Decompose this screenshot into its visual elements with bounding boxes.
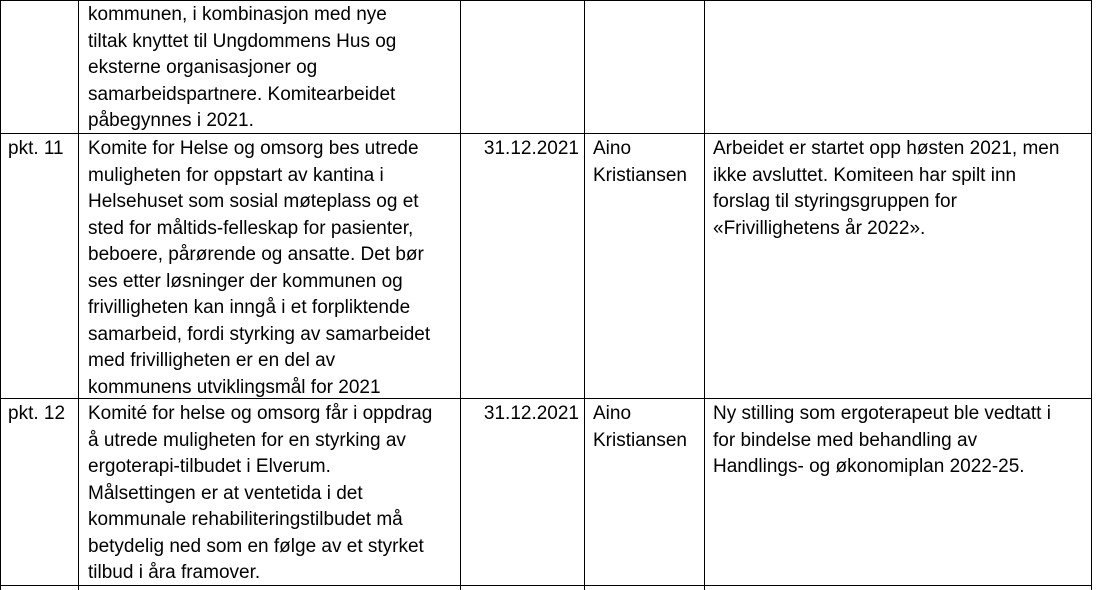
- text-line: ergoterapi-tilbudet i Elverum.: [88, 456, 331, 477]
- deadline-date: 31.12.2021: [483, 403, 579, 424]
- grid-line: [78, 0, 79, 590]
- text-line: for bindelse med behandling av: [713, 429, 978, 451]
- text-line: ikke avsluttet. Komiteen har spilt inn: [713, 164, 1017, 186]
- row-2-status: [713, 401, 1051, 481]
- text-line: samarbeidspartnere. Komitearbeidet: [88, 83, 396, 105]
- text-line: Kristiansen: [593, 429, 687, 451]
- grid-line: [704, 0, 705, 590]
- row-1-id: [8, 136, 64, 163]
- text-line: Helsehuset som sosial møteplass og et: [88, 191, 419, 212]
- text-line: samarbeid, fordi styrking av samarbeidet: [88, 323, 431, 345]
- text-line: med frivilligheten er en del av: [88, 350, 336, 371]
- text-line: betydelig ned som en følge av et styrket: [88, 535, 424, 557]
- grid-line: [460, 0, 461, 590]
- text-line: kommunens utviklingsmål for 2021: [88, 376, 381, 398]
- row-1-deadline: [462, 136, 579, 163]
- text-line: ses etter løsninger der kommunen og: [88, 270, 403, 292]
- text-line: Aino: [593, 403, 632, 424]
- row-1-description: [88, 136, 430, 401]
- grid-line: [0, 0, 1092, 1]
- row-2-description: [88, 401, 432, 587]
- text-line: tiltak knyttet til Ungdommens Hus og: [88, 30, 397, 52]
- text-line: sted for måltids-felleskap for pasienter,: [88, 217, 414, 239]
- row-2-id: [8, 401, 65, 428]
- text-line: forslag til styringsgruppen for: [713, 191, 957, 212]
- text-line: Handlings- og økonomiplan 2022-25.: [713, 456, 1025, 477]
- row-2-responsible: [593, 401, 687, 454]
- text-line: eksterne organisasjoner og: [88, 57, 318, 78]
- grid-line: [0, 0, 1, 590]
- item-number: pkt. 11: [8, 138, 64, 159]
- text-line: Aino: [593, 138, 632, 159]
- text-line: beboere, pårørende og ansatte. Det bør: [88, 244, 424, 265]
- text-line: Målsettingen er at ventetida i det: [88, 482, 363, 504]
- text-line: påbegynnes i 2021.: [88, 110, 254, 131]
- text-line: Arbeidet er startet opp høsten 2021, men: [713, 138, 1060, 159]
- text-line: kommunen, i kombinasjon med nye: [88, 4, 387, 25]
- text-line: å utrede muligheten for en styrking av: [88, 429, 406, 451]
- item-number: pkt. 12: [8, 403, 66, 424]
- text-line: Komite for Helse og omsorg bes utrede: [88, 138, 419, 159]
- text-line: Ny stilling som ergoterapeut ble vedtatt i: [713, 403, 1051, 424]
- text-line: Kristiansen: [593, 164, 687, 186]
- grid-line: [1091, 0, 1092, 590]
- text-line: kommunale rehabiliteringstilbudet må: [88, 509, 403, 530]
- text-line: Komité for helse og omsorg får i oppdrag: [88, 403, 433, 424]
- row-1-responsible: [593, 136, 687, 189]
- row-2-deadline: [462, 401, 579, 428]
- row-1-status: [713, 136, 1059, 242]
- deadline-date: 31.12.2021: [483, 138, 579, 159]
- row-0-description: [88, 2, 396, 135]
- text-line: tilbud i åra framover.: [88, 562, 261, 583]
- text-line: frivilligheten kan inngå i et forpliktende: [88, 297, 411, 318]
- text-line: muligheten for oppstart av kantina i: [88, 164, 384, 186]
- text-line: «Frivillighetens år 2022».: [713, 217, 926, 239]
- grid-line: [584, 0, 585, 590]
